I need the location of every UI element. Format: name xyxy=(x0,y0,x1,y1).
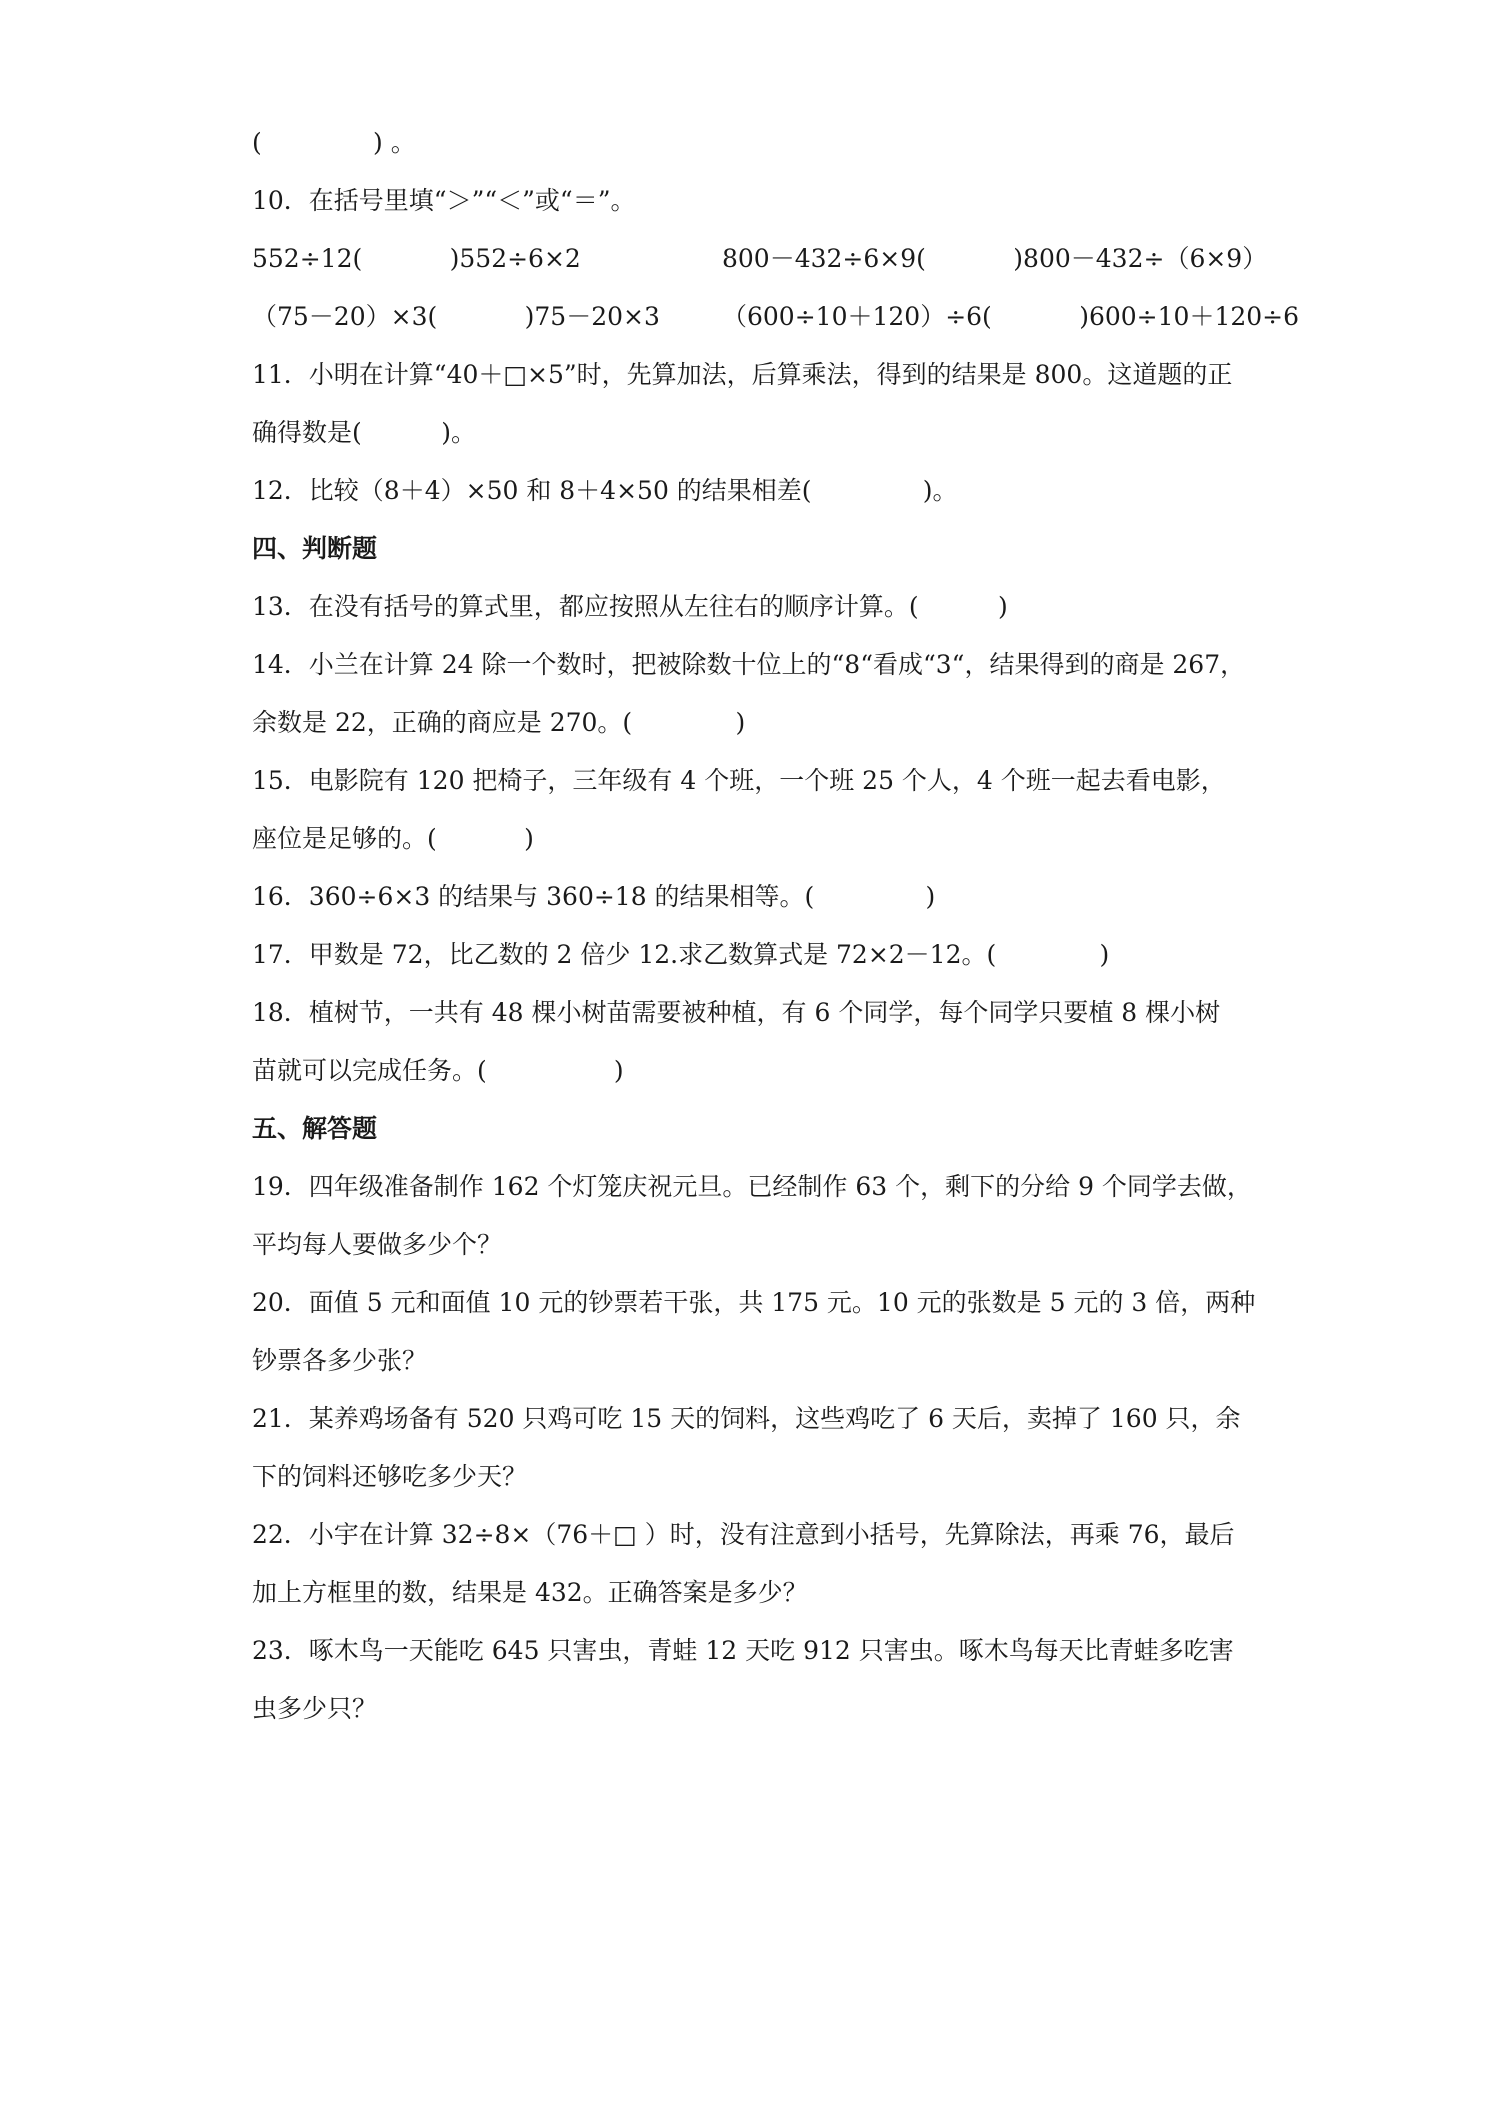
q21-line-1: 21．某养鸡场备有 520 只鸡可吃 15 天的饲料，这些鸡吃了 6 天后，卖掉了 160 只，余 xyxy=(252,1404,1241,1433)
q14-line-2: 余数是 22，正确的商应是 270。( ) xyxy=(252,708,746,737)
q11-line-2: 确得数是( )。 xyxy=(252,418,476,447)
q10-compare-4: （600÷10＋120）÷6( )600÷10＋120÷6 xyxy=(722,302,1300,331)
q11-line-1: 11．小明在计算“40＋□×5”时，先算加法，后算乘法，得到的结果是 800。这道题的正 xyxy=(252,360,1233,389)
q22-line-2: 加上方框里的数，结果是 432。正确答案是多少？ xyxy=(252,1578,808,1607)
q10-compare-2: 800－432÷6×9( )800－432÷（6×9） xyxy=(722,244,1268,273)
q20-line-1: 20．面值 5 元和面值 10 元的钞票若干张，共 175 元。10 元的张数是 5 元的 3 倍，两种 xyxy=(252,1288,1256,1317)
q19-line-2: 平均每人要做多少个？ xyxy=(252,1230,503,1259)
q18-line-1: 18．植树节，一共有 48 棵小树苗需要被种植，有 6 个同学，每个同学只要植 8 棵小树 xyxy=(252,998,1221,1027)
q22-line-1: 22．小宇在计算 32÷8×（76＋□ ）时，没有注意到小括号，先算除法，再乘 76，最后 xyxy=(252,1520,1235,1549)
q9-answer-blank: ( ) 。 xyxy=(252,128,416,157)
q16-line: 16．360÷6×3 的结果与 360÷18 的结果相等。( ) xyxy=(252,882,936,911)
q23-line-2: 虫多少只？ xyxy=(252,1694,378,1723)
q10-compare-1: 552÷12( )552÷6×2 xyxy=(252,244,581,273)
q13-line: 13．在没有括号的算式里，都应按照从左往右的顺序计算。( ) xyxy=(252,592,1008,621)
q15-line-2: 座位是足够的。( ) xyxy=(252,824,534,853)
section-heading-judgment: 四、判断题 xyxy=(252,534,378,563)
q20-line-2: 钞票各多少张？ xyxy=(252,1346,428,1375)
q12-line: 12．比较（8＋4）×50 和 8＋4×50 的结果相差( )。 xyxy=(252,476,958,505)
q10-prompt: 10．在括号里填“＞”“＜”或“＝”。 xyxy=(252,186,636,215)
q19-line-1: 19．四年级准备制作 162 个灯笼庆祝元旦。已经制作 63 个，剩下的分给 9 个同学去做， xyxy=(252,1172,1252,1201)
q14-line-1: 14．小兰在计算 24 除一个数时，把被除数十位上的“8“看成“3“，结果得到的商是 267， xyxy=(252,650,1246,679)
q18-line-2: 苗就可以完成任务。( ) xyxy=(252,1056,624,1085)
section-heading-answers: 五、解答题 xyxy=(252,1114,378,1143)
q21-line-2: 下的饲料还够吃多少天？ xyxy=(252,1462,528,1491)
q10-compare-3: （75－20）×3( )75－20×3 xyxy=(252,302,660,331)
q17-line: 17．甲数是 72，比乙数的 2 倍少 12.求乙数算式是 72×2－12。( ) xyxy=(252,940,1110,969)
q23-line-1: 23．啄木鸟一天能吃 645 只害虫，青蛙 12 天吃 912 只害虫。啄木鸟每天比青蛙多吃害 xyxy=(252,1636,1234,1665)
q15-line-1: 15．电影院有 120 把椅子，三年级有 4 个班，一个班 25 个人，4 个班一起去看电影， xyxy=(252,766,1226,795)
